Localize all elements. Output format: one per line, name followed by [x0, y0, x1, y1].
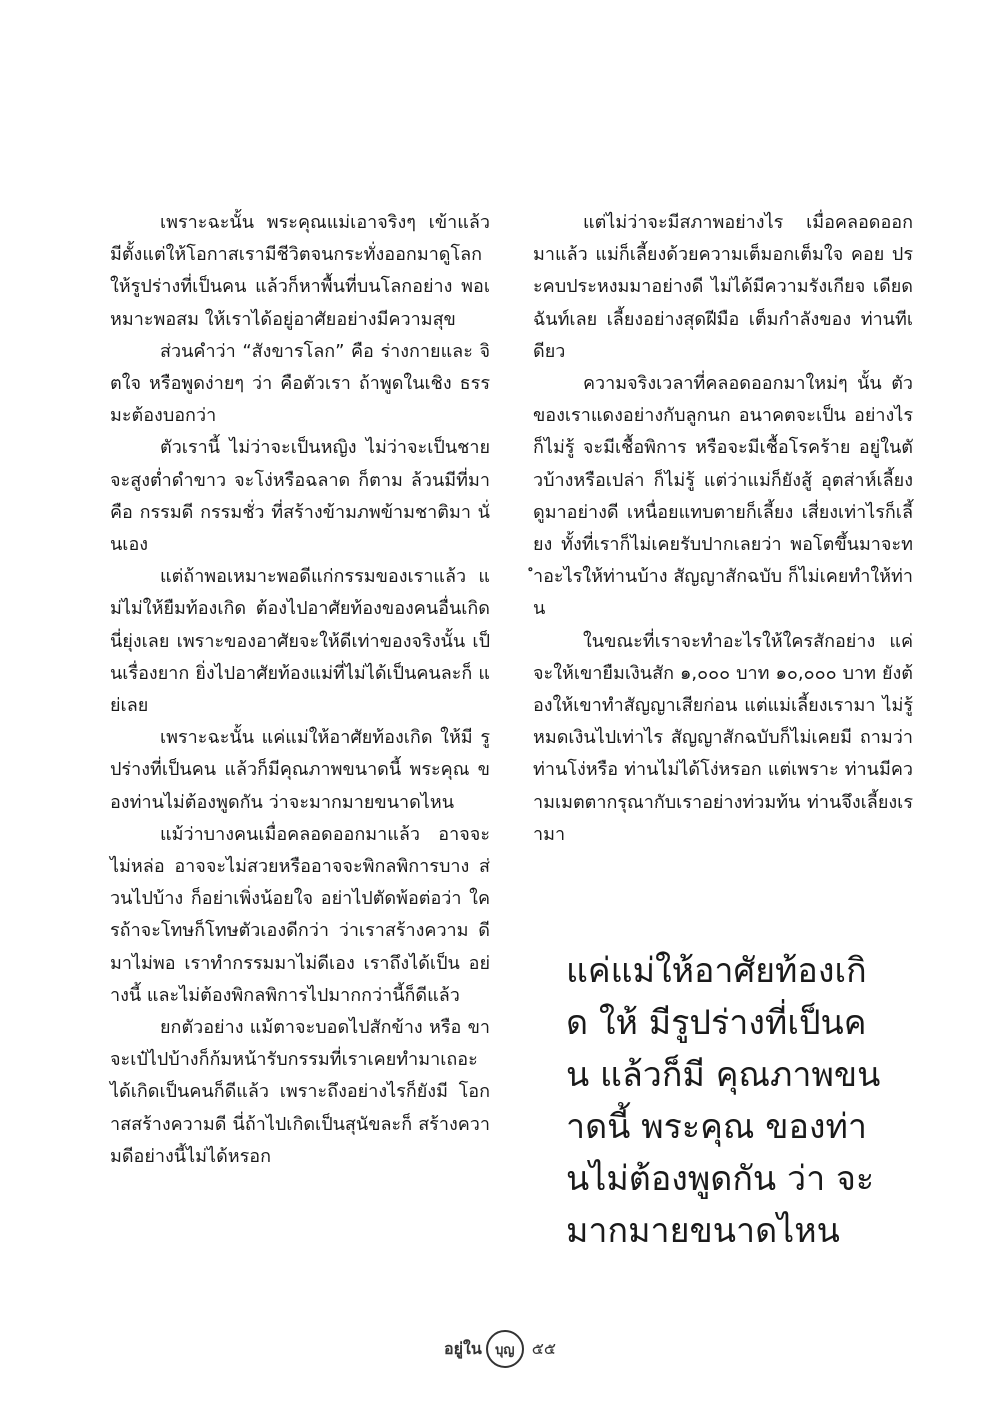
paragraph: แม้ว่าบางคนเมื่อคลอดออกมาแล้ว อาจจะ ไม่หล่อ อาจจะไม่สวยหรืออาจจะพิกลพิการบาง ส่วนไปบ้าง ก็อย่าเพิ่งน้อยใจ อย่าไปตัดพ้อต่อว่า ใครถ้าจะโทษก็โทษตัวเองดีกว่า ว่าเราสร้างความ ดีมาไม่พอ เราทำกรรมมาไม่ดีเอง เราถึงได้เป็น อย่างนี้ และไม่ต้องพิกลพิการไปมากกว่านี้ก็ดีแล้ว [110, 823, 490, 1006]
logo-circle: บุญ [486, 1330, 524, 1368]
paragraph: ความจริงเวลาที่คลอดออกมาใหม่ๆ นั้น ตัวของเราแดงอย่างกับลูกนก อนาคตจะเป็น อย่างไรก็ไม่รู้ จะมีเชื้อพิการ หรือจะมีเชื้อโรคร้าย อยู่ในตัวบ้างหรือเปล่า ก็ไม่รู้ แต่ว่าแม่ก็ยังสู้ อุตส่าห์เลี้ยงดูมาอย่างดี เหนื่อยแทบตายก็เลี้ยง เสี่ยงเท่าไรก็เลี้ยง ทั้งที่เราก็ไม่เคยรับปากเลยว่า พอโตขึ้นมาจะทำอะไรให้ท่านบ้าง สัญญาสักฉบับ ก็ไม่เคยทำให้ท่าน [533, 373, 913, 620]
paragraph: แต่ไม่ว่าจะมีสภาพอย่างไร เมื่อคลอดออก มาแล้ว แม่ก็เลี้ยงด้วยความเต็มอกเต็มใจ คอย ประคบประหงมมาอย่างดี ไม่ได้มีความรังเกียจ เดียดฉันท์เลย เลี้ยงอย่างสุดฝีมือ เต็มกำลังของ ท่านทีเดียว [533, 212, 913, 362]
paragraph: ตัวเรานี้ ไม่ว่าจะเป็นหญิง ไม่ว่าจะเป็นชาย จะสูงต่ำดำขาว จะโง่หรือฉลาด ก็ตาม ล้วนมีที่มา คือ กรรมดี กรรมชั่ว ที่สร้างข้ามภพข้ามชาติมา นั่นเอง [110, 437, 490, 556]
logo-text: อยู่ใน [444, 1338, 482, 1358]
page-footer [0, 1330, 1000, 1368]
paragraph: เพราะฉะนั้น พระคุณแม่เอาจริงๆ เข้าแล้ว มีตั้งแต่ให้โอกาสเรามีชีวิตจนกระทั่งออกมาดูโลก ให้รูปร่างที่เป็นคน แล้วก็หาพื้นที่บนโลกอย่าง พอเหมาะพอสม ให้เราได้อยู่อาศัยอย่างมีความสุข [110, 212, 490, 330]
paragraph: ในขณะที่เราจะทำอะไรให้ใครสักอย่าง แค่จะให้เขายืมเงินสัก ๑,๐๐๐ บาท ๑๐,๐๐๐ บาท ยังต้องให้เขาทำสัญญาเสียก่อน แต่แม่เลี้ยงเรามา ไม่รู้หมดเงินไปเท่าไร สัญญาสักฉบับก็ไม่เคยมี ถามว่าท่านโง่หรือ ท่านไม่ได้โง่หรอก แต่เพราะ ท่านมีความเมตตากรุณากับเราอย่างท่วมท้น ท่านจึงเลี้ยงเรามา [533, 630, 913, 845]
book-logo [444, 1330, 524, 1368]
paragraph: เพราะฉะนั้น แค่แม่ให้อาศัยท้องเกิด ให้มี รูปร่างที่เป็นคน แล้วก็มีคุณภาพขนาดนี้ พระคุณ ของท่านไม่ต้องพูดกัน ว่าจะมากมายขนาดไหน [110, 727, 490, 813]
paragraph: ส่วนคำว่า “สังขารโลก” คือ ร่างกายและ จิตใจ หรือพูดง่ายๆ ว่า คือตัวเรา ถ้าพูดในเชิง ธรรมะต้องบอกว่า [110, 340, 490, 427]
right-column [533, 207, 913, 851]
paragraph: ยกตัวอย่าง แม้ตาจะบอดไปสักข้าง หรือ ขาจะเป๋ไปบ้างก็ก้มหน้ารับกรรมที่เราเคยทำมาเถอะ ได้เกิดเป็นคนก็ดีแล้ว เพราะถึงอย่างไรก็ยังมี โอกาสสร้างความดี นี่ถ้าไปเกิดเป็นสุนัขละก็ สร้างความดีอย่างนี้ไม่ได้หรอก [110, 1017, 490, 1167]
left-column [110, 207, 490, 1173]
pull-quote: แค่แม่ให้อาศัยท้องเกิด ให้ มีรูปร่างที่เป็นคน แล้วก็มี คุณภาพขนาดนี้ พระคุณ ของท่านไม่ต้องพูดกัน ว่า จะมากมายขนาดไหน [566, 951, 881, 1251]
page-number: ๕๕ [531, 1338, 556, 1358]
paragraph: แต่ถ้าพอเหมาะพอดีแก่กรรมของเราแล้ว แม่ไม่ให้ยืมท้องเกิด ต้องไปอาศัยท้องของคนอื่นเกิด นี่ยุ่งเลย เพราะของอาศัยจะให้ดีเท่าของจริงนั้น เป็นเรื่องยาก ยิ่งไปอาศัยท้องแม่ที่ไม่ได้เป็นคนละก็ แย่เลย [110, 566, 490, 717]
